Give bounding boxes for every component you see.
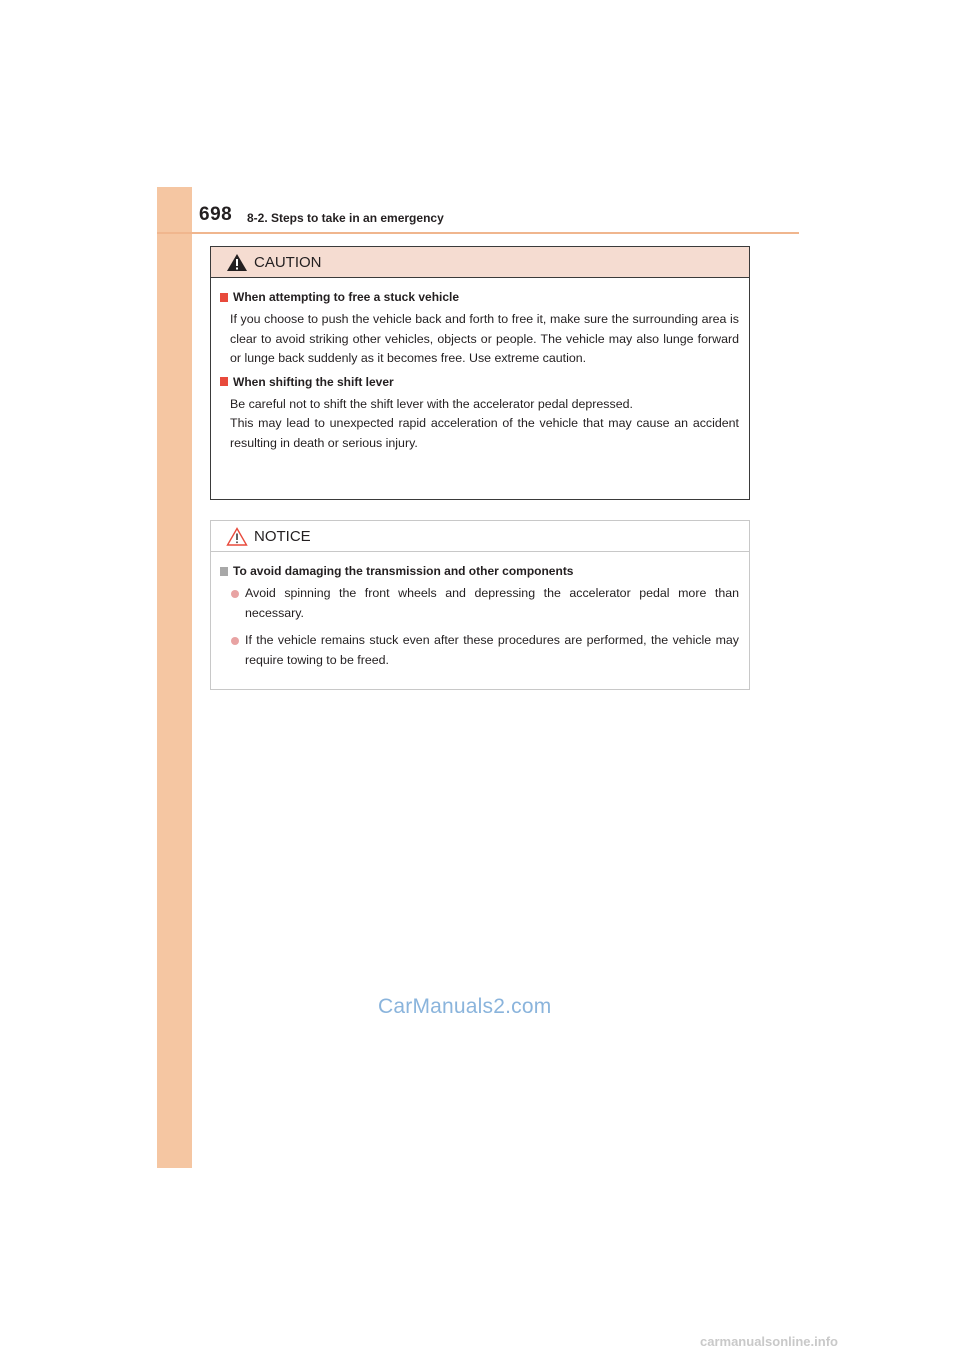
caution-item-heading-text: When attempting to free a stuck vehicle — [233, 290, 460, 304]
notice-item-heading — [219, 564, 741, 578]
notice-header — [211, 521, 749, 552]
caution-paragraph: Be careful not to shift the shift lever with the accelerator pedal depressed. — [230, 396, 633, 411]
caution-item-heading-text: When shifting the shift lever — [233, 374, 394, 389]
caution-item-heading — [219, 290, 741, 304]
caution-box — [210, 246, 750, 500]
notice-triangle-icon — [226, 527, 248, 546]
circle-bullet-icon — [231, 590, 239, 598]
notice-box — [210, 520, 750, 690]
notice-bullet-item — [231, 631, 741, 670]
circle-bullet-icon — [231, 637, 239, 645]
chapter-side-tab — [157, 187, 192, 1168]
watermark-footer: carmanualsonline.info — [700, 1334, 838, 1349]
watermark-logo: CarManuals2.com — [378, 995, 552, 1018]
notice-bullet-text: If the vehicle remains stuck even after these procedures are performed, the vehicle may require towing to be freed. — [245, 633, 739, 667]
caution-body — [211, 278, 749, 453]
square-bullet-icon — [220, 377, 228, 386]
section-title: 8-2. Steps to take in an emergency — [247, 211, 444, 225]
caution-item-heading — [219, 375, 741, 389]
square-bullet-icon — [220, 567, 228, 576]
notice-bullet-item — [231, 584, 741, 623]
notice-body — [211, 552, 749, 670]
caution-label: CAUTION — [254, 254, 322, 271]
square-bullet-icon — [220, 293, 228, 302]
caution-header — [211, 247, 749, 278]
caution-paragraph: If you choose to push the vehicle back and forth to free it, make sure the surrounding area is clear to avoid striking other vehicles, objects or people. The vehicle may also lunge forward or lunge back suddenly as it becomes free. Use extreme caution. — [230, 312, 739, 365]
notice-label: NOTICE — [254, 528, 311, 545]
notice-bullet-text: Avoid spinning the front wheels and depressing the accelerator pedal more than necessary. — [245, 586, 739, 620]
caution-paragraph: This may lead to unexpected rapid acceleration of the vehicle that may cause an accident resulting in death or serious injury. — [230, 416, 739, 450]
header-divider — [157, 232, 799, 234]
notice-item-heading-text: To avoid damaging the transmission and other components — [233, 564, 574, 578]
page-number: 698 — [199, 204, 233, 225]
page-header — [199, 204, 799, 234]
warning-triangle-icon — [226, 253, 248, 272]
